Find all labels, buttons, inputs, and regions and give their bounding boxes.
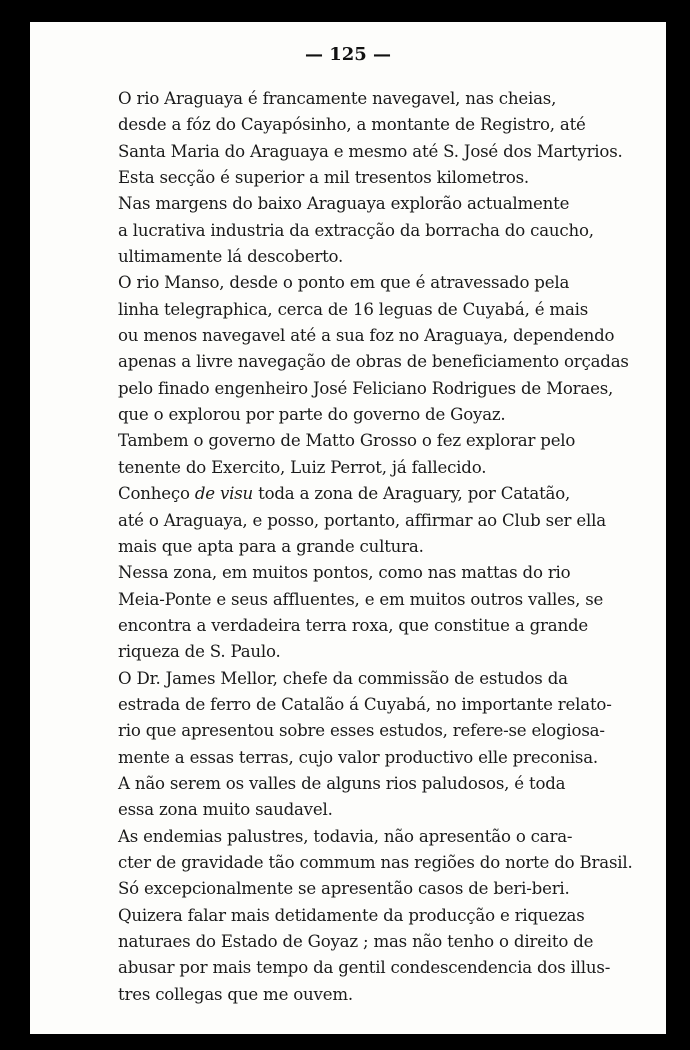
text-line: Esta secção é superior a mil tresentos kilometros. — [118, 168, 530, 188]
text-line: A não serem os valles de alguns rios paludosos, é toda — [118, 773, 566, 793]
text-line: naturaes do Estado de Goyaz ; mas não tenho o direito de — [118, 932, 594, 951]
text-line: O rio Manso, desde o ponto em que é atravessado pela — [118, 273, 570, 293]
text-line: Tambem o governo de Matto Grosso o fez explorar pelo — [118, 431, 576, 451]
text-line: ou menos navegavel até a sua foz no Araguaya, dependendo — [118, 326, 615, 346]
paragraph — [76, 771, 636, 824]
paragraph — [76, 86, 636, 191]
text-line: até o Araguaya, e posso, portanto, affirmar ao Club ser ella — [118, 510, 606, 530]
text-line: tenente do Exercito, Luiz Perrot, já fallecido. — [118, 457, 487, 477]
text-line: Meia-Ponte e seus affluentes, e em muitos outros valles, se — [118, 589, 604, 609]
text-line: Nas margens do baixo Araguaya explorão actualmente — [118, 194, 570, 214]
text-line: O rio Araguaya é francamente navegavel, nas cheias, — [118, 89, 557, 108]
text-line: estrada de ferro de Catalão á Cuyabá, no importante relato- — [118, 694, 612, 714]
body-text — [76, 86, 636, 1008]
paragraph — [76, 560, 636, 665]
text-line: riqueza de S. Paulo. — [118, 642, 281, 662]
paragraph — [76, 876, 636, 902]
text-line: Só excepcionalmente se apresentão casos de beri-beri. — [118, 879, 570, 899]
text-line: abusar por mais tempo da gentil condescendencia dos illus- — [118, 958, 611, 978]
text-line: tres collegas que me ouvem. — [118, 984, 353, 1004]
paragraph — [76, 903, 636, 1008]
text-line: cter de gravidade tão commum nas regiões do norte do Brasil. — [118, 852, 633, 872]
text-line — [76, 481, 636, 507]
paragraph — [76, 428, 636, 481]
text-line: As endemias palustres, todavia, não apresentão o cara- — [118, 826, 573, 846]
text-line: pelo finado engenheiro José Feliciano Rodrigues de Moraes, — [118, 378, 614, 398]
text-fragment: Conheço — [118, 484, 195, 504]
text-line: Santa Maria do Araguaya e mesmo até S. José dos Martyrios. — [118, 141, 623, 161]
paragraph — [76, 666, 636, 771]
text-line: mais que apta para a grande cultura. — [118, 536, 424, 556]
text-line: linha telegraphica, cerca de 16 leguas de Cuyabá, é mais — [118, 299, 589, 319]
text-line: encontra a verdadeira terra roxa, que constitue a grande — [118, 615, 589, 635]
paragraph — [76, 481, 636, 560]
text-line: ultimamente lá descoberto. — [118, 247, 344, 267]
scanned-page — [30, 22, 666, 1034]
text-line: mente a essas terras, cujo valor productivo elle preconisa. — [118, 747, 599, 767]
text-line: apenas a livre navegação de obras de beneficiamento orçadas — [118, 352, 629, 372]
italic-phrase: de visu — [194, 484, 254, 504]
text-fragment: toda a zona de Araguary, por Catatão, — [253, 484, 571, 504]
text-line: a lucrativa industria da extracção da borracha do caucho, — [118, 220, 594, 240]
paragraph — [76, 191, 636, 270]
text-line: desde a fóz do Cayapósinho, a montante de Registro, até — [118, 115, 586, 135]
text-line: Quizera falar mais detidamente da producção e riquezas — [118, 905, 585, 925]
text-line: O Dr. James Mellor, chefe da commissão de estudos da — [118, 668, 568, 688]
text-line: essa zona muito saudavel. — [118, 800, 333, 820]
text-line: que o explorou por parte do governo de Goyaz. — [118, 405, 506, 425]
page-number: — 125 — — [304, 44, 392, 65]
text-line: rio que apresentou sobre esses estudos, refere-se elogiosa- — [118, 721, 605, 741]
text-line: Nessa zona, em muitos pontos, como nas mattas do rio — [118, 563, 571, 583]
paragraph — [76, 824, 636, 877]
paragraph — [76, 270, 636, 428]
